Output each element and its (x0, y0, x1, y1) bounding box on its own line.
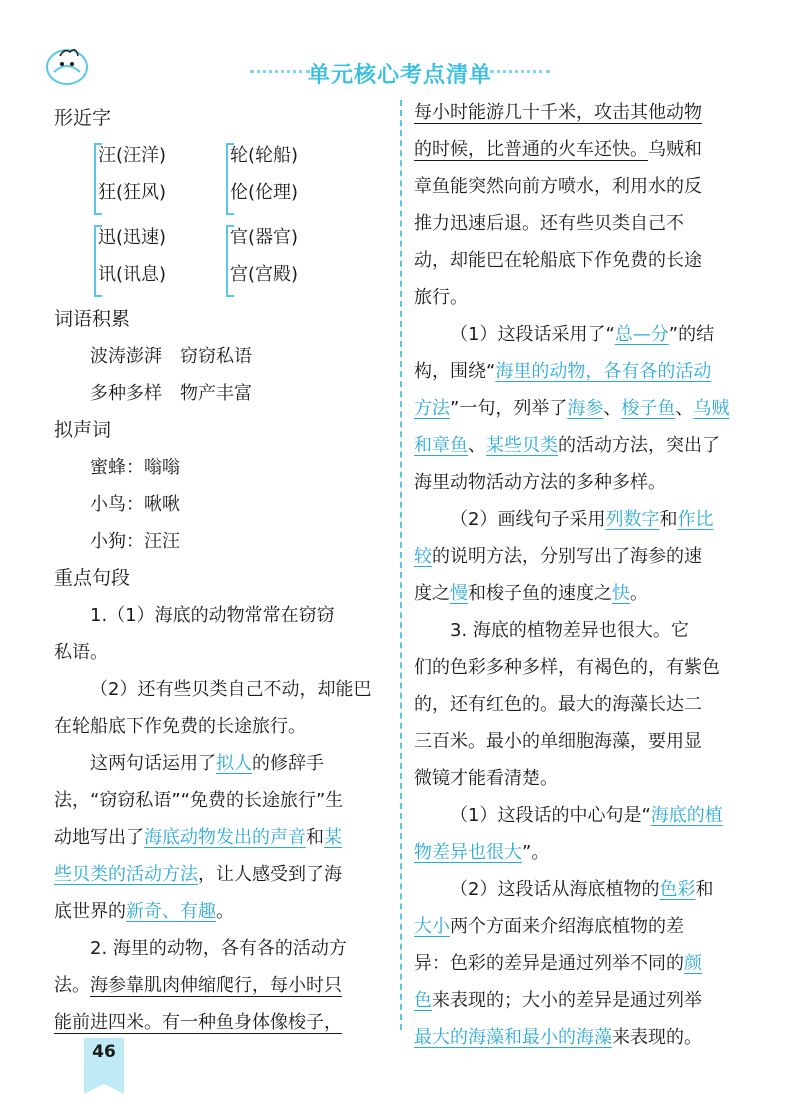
text-line: 微镜才能看清楚。 (414, 768, 558, 789)
text-line: 动，却能巴在轮船底下作免费的长途 (414, 250, 702, 271)
answer-blank: 乌贼 (693, 398, 730, 419)
char-item: 狂(狂风) (98, 182, 167, 203)
ono-line: 小狗：汪汪 (90, 531, 180, 552)
answer-blank: 较 (414, 546, 432, 567)
char-item: 汪(汪洋) (98, 145, 167, 166)
underlined-sentence: 的时候，比普通的火车还快。 (414, 139, 648, 160)
answer-blank: 新奇、有趣 (126, 901, 216, 922)
text-line: 方法”一句，列举了海参、梭子鱼、乌贼 (414, 398, 730, 419)
vocab-line: 多种多样 物产丰富 (90, 383, 252, 404)
answer-blank: 色彩 (659, 879, 696, 900)
text-line: 海里动物活动方法的多种多样。 (414, 472, 666, 493)
ono-line: 小鸟：啾啾 (90, 494, 180, 515)
text-line: 底世界的新奇、有趣。 (54, 901, 234, 922)
text-line: 法，“窃窃私语”“免费的长途旅行”生 (54, 790, 344, 811)
text-line: 2. 海里的动物，各有各的活动方 (90, 938, 347, 959)
text-line: 章鱼能突然向前方喷水，利用水的反 (414, 176, 702, 197)
ono-line: 蜜蜂：嗡嗡 (90, 457, 180, 478)
answer-blank: 海底动物发出的声音 (144, 827, 306, 848)
text-line: 最大的海藻和最小的海藻来表现的。 (414, 1027, 702, 1048)
answer-blank: 慢 (450, 583, 468, 604)
answer-blank: 列数字 (605, 509, 660, 530)
answer-blank: 某些贝类 (486, 435, 558, 456)
text-line: 构，围绕“海里的动物，各有各的活动 (414, 361, 712, 382)
text-line: 的，还有红色的。最大的海藻长达二 (414, 694, 702, 715)
text-line: 大小两个方面来介绍海底植物的差 (414, 916, 684, 937)
section-heading-vocabulary: 词语积累 (54, 308, 131, 330)
text-line: 和章鱼、某些贝类的活动方法，突出了 (414, 435, 720, 456)
answer-blank: 色 (414, 990, 432, 1011)
underlined-sentence: 每小时能游几十千米，攻击其他动物 (414, 102, 702, 123)
answer-blank: 快 (612, 583, 630, 604)
answer-blank: 最大的海藻和最小的海藻 (414, 1027, 612, 1048)
page-number: 46 (92, 1042, 116, 1062)
text-line: 三百米。最小的单细胞海藻，要用显 (414, 731, 702, 752)
char-item: 轮(轮船) (230, 145, 299, 166)
answer-blank: 梭子鱼 (621, 398, 676, 419)
answer-blank: 作比 (677, 509, 714, 530)
title-dots-right (490, 70, 550, 77)
section-heading-key-sentences: 重点句段 (54, 567, 131, 589)
underlined-sentence: 海参靠肌肉伸缩爬行，每小时只 (90, 975, 342, 996)
answer-blank: 海里的动物，各有各的活动 (495, 361, 712, 382)
text-line: 度之慢和梭子鱼的速度之快。 (414, 583, 648, 604)
text-line: 在轮船底下作免费的长途旅行。 (54, 716, 306, 737)
text-line: 法。海参靠肌肉伸缩爬行，每小时只 (54, 975, 342, 996)
text-line: 旅行。 (414, 287, 468, 308)
char-item: 官(器官) (230, 227, 299, 248)
char-item: 伦(伦理) (230, 182, 299, 203)
text-line (54, 1004, 394, 1041)
text-line: （1）这段话采用了“总—分”的结 (450, 324, 715, 345)
section-heading-onomatopoeia: 拟声词 (54, 419, 112, 441)
section-heading-similar-chars: 形近字 (54, 107, 112, 129)
text-line: （2）还有些贝类自己不动，却能巴 (90, 679, 372, 700)
text-line: 异：色彩的差异是通过列举不同的颜 (414, 953, 702, 974)
text-line: 色来表现的；大小的差异是通过列举 (414, 990, 702, 1011)
char-pair-group-1 (54, 137, 394, 219)
text-line: 这两句话运用了拟人的修辞手 (90, 753, 324, 774)
text-line: 动地写出了海底动物发出的声音和某 (54, 827, 342, 848)
char-item: 迅(迅速) (98, 227, 167, 248)
text-line: 3. 海底的植物差异也很大。它 (450, 620, 689, 641)
text-line: 物差异也很大”。 (414, 842, 550, 863)
answer-blank: 颜 (684, 953, 702, 974)
answer-blank: 海参 (567, 398, 604, 419)
answer-blank: 某 (324, 827, 342, 848)
text-line: （2）画线句子采用列数字和作比 (450, 509, 714, 530)
text-line: 些贝类的活动方法，让人感受到了海 (54, 864, 342, 885)
text-line: 推力迅速后退。还有些贝类自己不 (414, 213, 684, 234)
text-line: （2）这段话从海底植物的色彩和 (450, 879, 714, 900)
answer-blank: 大小 (414, 916, 450, 937)
answer-blank: 物差异也很大 (414, 842, 522, 863)
text-line: 1.（1）海底的动物常常在窃窃 (90, 605, 335, 626)
answer-blank: 和章鱼 (414, 435, 468, 456)
page-header (0, 0, 800, 100)
char-item: 宫(宫殿) (230, 264, 299, 285)
column-divider (400, 100, 402, 1030)
text-line: 较的说明方法，分别写出了海参的速 (414, 546, 702, 567)
text-line: （1）这段话的中心句是“海底的植 (450, 805, 723, 826)
answer-blank: 海底的植 (650, 805, 723, 826)
text-line: 们的色彩多种多样，有褐色的，有紫色 (414, 657, 720, 678)
answer-blank: 方法 (414, 398, 450, 419)
answer-blank: 些贝类的活动方法 (54, 864, 198, 885)
char-item: 讯(讯息) (98, 264, 167, 285)
right-column (414, 94, 754, 1056)
text-line (414, 94, 754, 131)
char-pair-group-2 (54, 219, 394, 301)
answer-blank: 总—分 (614, 324, 669, 345)
page-title: 单元核心考点清单 (307, 63, 492, 88)
text-line: 私语。 (54, 642, 108, 663)
underlined-sentence: 能前进四米。有一种鱼身体像梭子， (54, 1012, 342, 1033)
text-line: 的时候，比普通的火车还快。乌贼和 (414, 139, 702, 160)
answer-blank: 拟人 (216, 753, 252, 774)
left-column (54, 100, 394, 1041)
vocab-line: 波涛澎湃 窃窃私语 (90, 346, 252, 367)
